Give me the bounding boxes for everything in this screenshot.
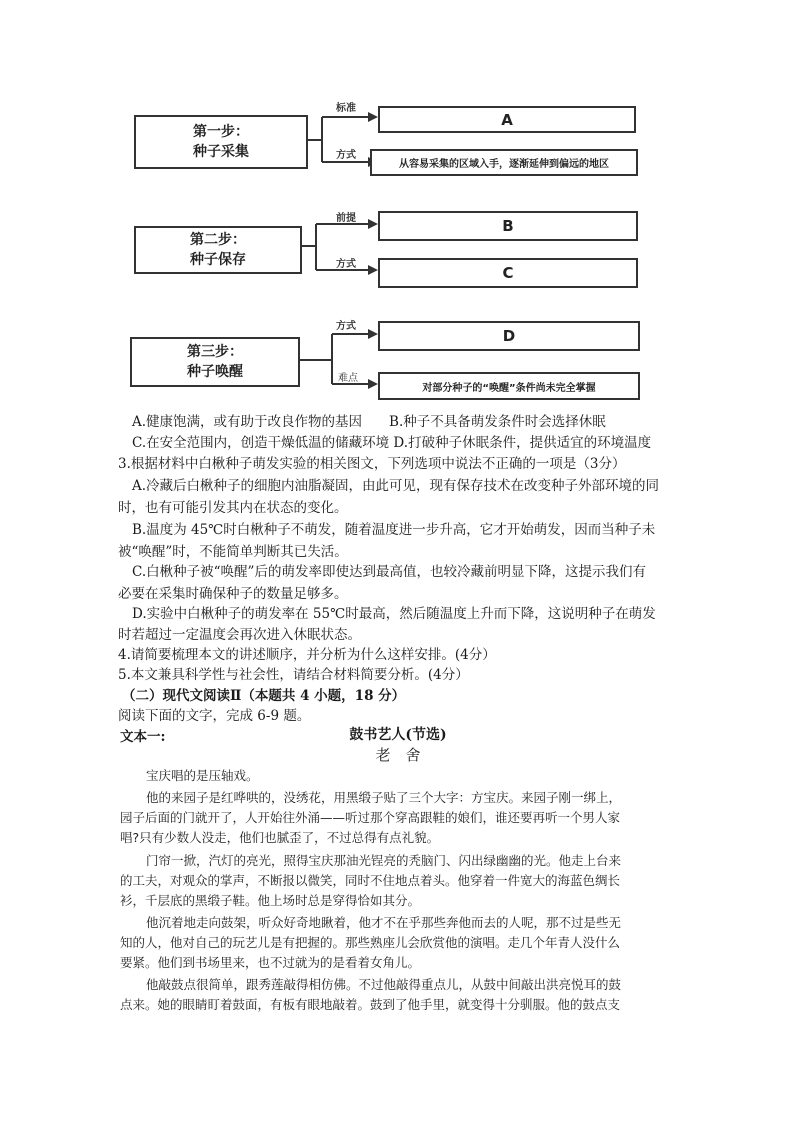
q3-option-a-line-2: 时，也有可能引发其内在状态的变化。 (118, 500, 348, 516)
text-one-label: 文本一: (120, 729, 166, 745)
step-1-method-box: 从容易采集的区域入手，逐渐延伸到偏远的地区 (370, 149, 638, 176)
q2-option-ab: A.健康饱满，或有助于改良作物的基因 B.种子不具备萌发条件时会选择休眠 (132, 414, 606, 430)
q3-option-d-line-1: D.实验中白楸种子的萌发率在 55℃时最高，然后随温度上升而下降，这说明种子在萌发 (132, 606, 656, 622)
box-c: C (378, 258, 638, 288)
q3-option-d-line-2: 时若超过一定温度会再次进入休眠状态。 (118, 627, 361, 643)
passage-line: 宝庆唱的是压轴戏。 (146, 768, 259, 783)
q5: 5.本文兼具科学性与社会性，请结合材料简要分析。(4分） (118, 667, 469, 683)
step-3-difficulty-box: 对部分种子的“唤醒”条件尚未完全掌握 (378, 372, 640, 400)
section-2-title: （二）现代文阅读Ⅱ（本题共 4 小题，18 分） (122, 688, 406, 704)
step-3-branch-2-label: 难点 (338, 373, 358, 384)
step-2-name: 种子保存 (190, 252, 246, 268)
author: 老 舍 (375, 746, 421, 764)
step-2-box (134, 226, 302, 274)
passage-line: 衫，千层底的黑缎子鞋。他上场时总是穿得恰如其分。 (120, 893, 421, 908)
q3-option-a-line-1: A.冷藏后白楸种子的细胞内油脂凝固，由此可见，现有保存技术在改变种子外部环境的同 (132, 478, 660, 494)
passage-line: 园子后面的门就开了，人开始往外涌——听过那个穿高跟鞋的娘们，谁还要再听一个男人家 (120, 810, 621, 825)
q3-option-c-line-1: C.白楸种子被“唤醒”后的萌发率即使达到最高值，也较冷藏前明显下降，这提示我们有 (132, 564, 646, 580)
step-1-name: 种子采集 (193, 144, 249, 160)
passage-line: 他敲鼓点很简单，跟秀莲敲得相仿佛。不过他敲得重点儿，从鼓中间敲出洪亮悦耳的鼓 (146, 977, 622, 992)
step-3-branch-1-label: 方式 (336, 321, 356, 332)
q3-option-b-line-2: 被“唤醒”时，不能简单判断其已失活。 (118, 544, 348, 560)
step-1-branch-2-label: 方式 (336, 150, 356, 161)
step-2-branch-1-label: 前提 (336, 213, 356, 224)
q4: 4.请简要梳理本文的讲述顺序，并分析为什么这样安排。(4分） (118, 647, 496, 663)
q3-stem: 3.根据材料中白楸种子萌发实验的相关图文，下列选项中说法不正确的一项是（3分） (118, 456, 626, 472)
passage-line: 他的来园子是红哗哄的，没绣花，用黑缎子贴了三个大字：方宝庆。来园子刚一绑上， (146, 790, 622, 805)
q3-option-c-line-2: 必要在采集时确保种子的数量足够多。 (118, 586, 348, 602)
passage-line: 他沉着地走向鼓架，听众好奇地瞅着，他才不在乎那些奔他而去的人呢，那不过是些无 (146, 915, 622, 930)
flowchart (0, 0, 794, 410)
step-3-box (130, 337, 300, 387)
step-1-box (134, 115, 308, 169)
step-3-title: 第三步： (187, 344, 243, 360)
step-2-branch-2-label: 方式 (336, 259, 356, 270)
step-1-branch-1-label: 标准 (336, 103, 356, 114)
box-d: D (378, 321, 640, 351)
box-a: A (378, 106, 636, 133)
passage-line: 门帘一掀，汽灯的亮光，照得宝庆那油光锃亮的秃脑门、闪出绿幽幽的光。他走上台来 (146, 853, 622, 868)
section-2-instruction: 阅读下面的文字，完成 6-9 题。 (118, 708, 311, 724)
passage-line: 的工夫，对观众的掌声，不断报以微笑，同时不住地点着头。他穿着一件宽大的海蓝色绸长 (120, 873, 621, 888)
passage-line: 要紧。他们到书场里来，也不过就为的是看着女角儿。 (120, 955, 421, 970)
box-b: B (378, 211, 638, 241)
q3-option-b-line-1: B.温度为 45℃时白楸种子不萌发，随着温度进一步升高，它才开始萌发，因而当种子未 (132, 522, 656, 538)
step-1-title: 第一步： (193, 124, 249, 140)
passage-line: 点来。她的眼睛盯着鼓面，有板有眼地敲着。鼓到了他手里，就变得十分驯服。他的鼓点支 (120, 997, 621, 1012)
step-2-title: 第二步： (190, 232, 246, 248)
step-3-name: 种子唤醒 (187, 364, 243, 380)
passage-line: 知的人，他对自己的玩艺儿是有把握的。那些熟座儿会欣赏他的演唱。走几个年青人没什么 (120, 935, 621, 950)
q2-option-cd: C.在安全范围内，创造干燥低温的储藏环境 D.打破种子休眠条件，提供适宜的环境温度 (132, 435, 652, 451)
work-title: 鼓书艺人(节选) (349, 727, 447, 743)
passage-line: 唱?只有少数人没走，他们也腻歪了，不过总得有点礼貌。 (120, 830, 440, 845)
